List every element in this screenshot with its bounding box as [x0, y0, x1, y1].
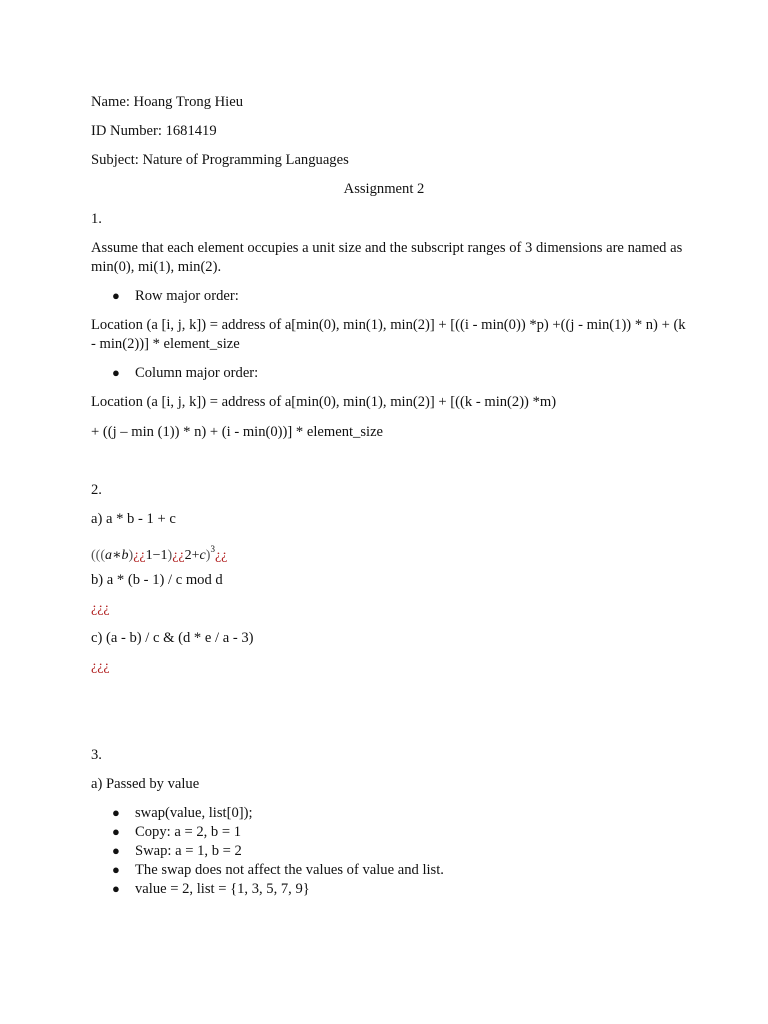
- bullet-text: Copy: a = 2, b = 1: [135, 824, 242, 840]
- bullet-icon: ●: [112, 862, 120, 877]
- question-1-number: 1.: [91, 211, 102, 227]
- math-var-c: c: [199, 548, 206, 563]
- row-major-label: Row major order:: [135, 288, 239, 304]
- question-2a-math: [91, 540, 227, 565]
- column-major-formula-line-2: + ((j – min (1)) * n) + (i - min(0))] * element_size: [91, 424, 384, 440]
- document-title: Assignment 2: [343, 181, 425, 197]
- math-close-paren: ): [128, 548, 134, 563]
- question-2c-math: ¿¿¿: [91, 659, 110, 674]
- student-id: ID Number: 1681419: [91, 123, 217, 139]
- math-operator: ∗: [112, 548, 122, 563]
- column-major-formula-line-1: Location (a [i, j, k]) = address of a[min(0), min(1), min(2)] + [((k - min(2)) *m): [91, 394, 557, 410]
- question-2-number: 2.: [91, 482, 102, 498]
- bullet-text: swap(value, list[0]);: [135, 805, 253, 821]
- row-major-formula: Location (a [i, j, k]) = address of a[min(0), min(1), min(2)] + [((i - min(0)) *p) +((j - min(1)) * n) + (k - min(2))] * element_size: [91, 317, 686, 352]
- bullet-text: value = 2, list = {1, 3, 5, 7, 9}: [135, 881, 310, 897]
- bullet-icon: ●: [112, 824, 120, 839]
- bullet-icon: ●: [112, 365, 120, 380]
- bullet-icon: ●: [112, 288, 120, 303]
- column-major-label: Column major order:: [135, 365, 259, 381]
- question-2a-expression: a) a * b - 1 + c: [91, 511, 176, 527]
- math-exponent: 3: [210, 544, 215, 554]
- subject-line: Subject: Nature of Programming Languages: [91, 152, 349, 168]
- bullet-text: Swap: a = 1, b = 2: [135, 843, 242, 859]
- bullet-icon: ●: [112, 843, 120, 858]
- question-2b-expression: b) a * (b - 1) / c mod d: [91, 572, 223, 588]
- math-invalid-glyphs: ¿¿: [133, 548, 146, 563]
- math-invalid-glyphs: ¿¿: [214, 548, 228, 563]
- question-2c-expression: c) (a - b) / c & (d * e / a - 3): [91, 630, 254, 646]
- bullet-text: The swap does not affect the values of value and list.: [135, 862, 444, 878]
- math-close-paren: ): [167, 548, 173, 563]
- math-var-a: a: [105, 548, 112, 563]
- math-term: 2+: [184, 548, 200, 563]
- bullet-icon: ●: [112, 805, 120, 820]
- question-1-intro: Assume that each element occupies a unit size and the subscript ranges of 3 dimensions are named as min(0), mi(1), min(2).: [91, 240, 683, 275]
- math-open-parens: (((: [91, 548, 105, 563]
- math-var-b: b: [121, 548, 129, 563]
- math-invalid-glyphs: ¿¿: [172, 548, 185, 563]
- question-3a-label: a) Passed by value: [91, 776, 200, 792]
- math-close-paren: ): [205, 548, 211, 563]
- question-3-number: 3.: [91, 747, 102, 763]
- math-term: 1−1: [145, 548, 168, 563]
- student-name: Name: Hoang Trong Hieu: [91, 94, 244, 110]
- question-2b-math: ¿¿¿: [91, 601, 110, 616]
- bullet-icon: ●: [112, 881, 120, 896]
